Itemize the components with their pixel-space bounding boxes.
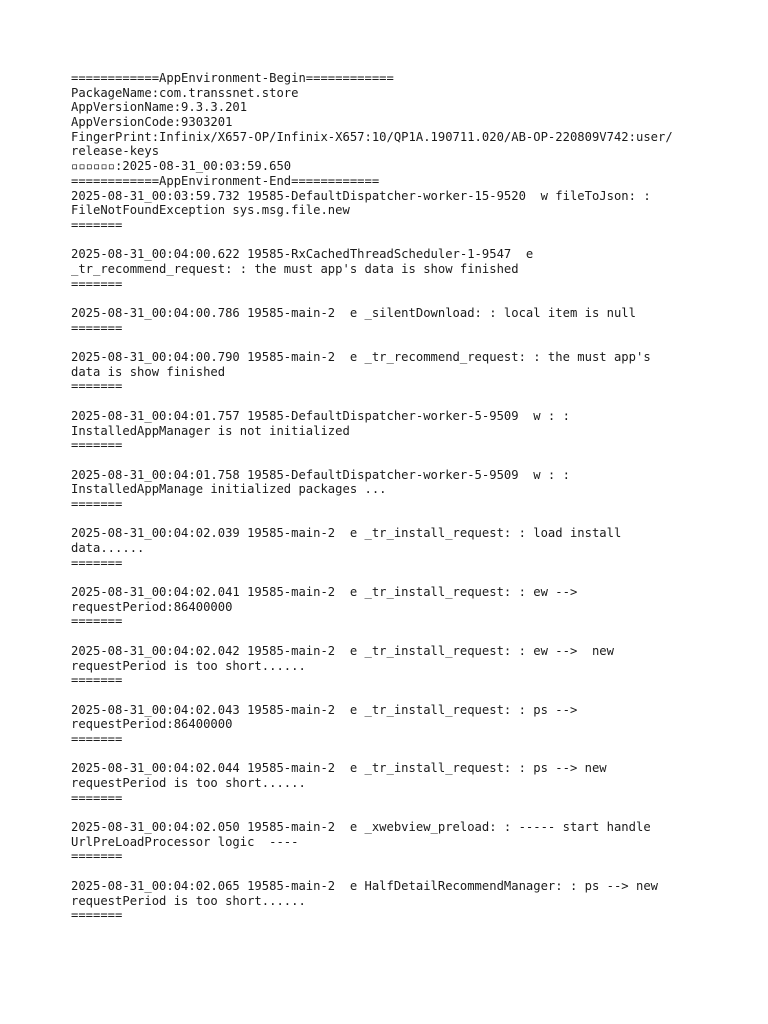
log-entry-line: 2025-08-31_00:04:02.042 19585-main-2 e _tr_install_request: : ew --> new [71, 643, 614, 658]
log-entries [71, 189, 731, 923]
entry-separator: ======= [71, 379, 123, 394]
log-entry-line-cont: UrlPreLoadProcessor logic ---- [71, 834, 299, 849]
log-entry-line-cont: InstalledAppManager is not initialized [71, 423, 350, 438]
log-entry [71, 291, 731, 335]
log-entry-line-cont: requestPeriod:86400000 [71, 717, 233, 732]
blank-line [71, 864, 731, 879]
entry-separator: ======= [71, 438, 123, 453]
log-entry-line-cont: _tr_recommend_request: : the must app's data is show finished [71, 261, 519, 276]
log-entry [71, 394, 731, 453]
log-entry-line-cont: requestPeriod is too short...... [71, 776, 306, 790]
log-entry-line: 2025-08-31_00:04:00.790 19585-main-2 e _tr_recommend_request: : the must app's [71, 350, 651, 365]
log-entry-line-cont: requestPeriod:86400000 [71, 599, 233, 614]
log-entry-line: 2025-08-31_00:04:00.786 19585-main-2 e _silentDownload: : local item is null [71, 306, 636, 320]
entry-separator: ======= [71, 731, 123, 746]
log-entry-line: 2025-08-31_00:04:00.622 19585-RxCachedThreadScheduler-1-9547 e [71, 247, 534, 262]
log-entry [71, 512, 731, 571]
entry-separator: ======= [71, 849, 123, 864]
log-entry [71, 688, 731, 747]
blank-line [71, 747, 731, 762]
blank-line [71, 453, 731, 468]
log-entry-line: 2025-08-31_00:03:59.732 19585-DefaultDispatcher-worker-15-9520 w fileToJson: : [71, 188, 651, 203]
fingerprint-line-cont: release-keys [71, 144, 160, 159]
log-entry-line-cont: data...... [71, 541, 145, 555]
log-entry-line: 2025-08-31_00:04:01.757 19585-DefaultDispatcher-worker-5-9509 w : : [71, 408, 570, 423]
entry-separator: ======= [71, 555, 123, 570]
blank-line [71, 688, 731, 703]
log-entry-line-cont: requestPeriod is too short...... [71, 893, 306, 908]
entry-separator: ======= [71, 496, 123, 511]
version-name-line: AppVersionName:9.3.3.201 [71, 100, 248, 115]
env-begin-line: ============AppEnvironment-Begin============ [71, 71, 394, 85]
blank-line [71, 291, 731, 306]
entry-separator: ======= [71, 320, 123, 335]
time-line: ▫▫▫▫▫▫:2025-08-31_00:03:59.650 [71, 159, 292, 174]
log-entry [71, 233, 731, 292]
blank-line [71, 335, 731, 350]
blank-line [71, 570, 731, 585]
blank-line [71, 512, 731, 527]
log-entry [71, 747, 731, 806]
blank-line [71, 805, 731, 820]
blank-line [71, 394, 731, 409]
log-entry [71, 570, 731, 629]
log-entry-line-cont: FileNotFoundException sys.msg.file.new [71, 203, 350, 218]
log-entry-line: 2025-08-31_00:04:02.065 19585-main-2 e HalfDetailRecommendManager: : ps --> new [71, 878, 658, 893]
blank-line [71, 233, 731, 248]
entry-separator: ======= [71, 614, 123, 629]
log-entry [71, 805, 731, 864]
log-entry-line-cont: data is show finished [71, 364, 226, 379]
log-entry-line: 2025-08-31_00:04:01.758 19585-DefaultDispatcher-worker-5-9509 w : : [71, 467, 570, 482]
log-entry-line: 2025-08-31_00:04:02.041 19585-main-2 e _tr_install_request: : ew --> [71, 585, 578, 600]
log-entry [71, 189, 731, 233]
log-entry-line: 2025-08-31_00:04:02.043 19585-main-2 e _tr_install_request: : ps --> [71, 702, 578, 717]
log-entry-line-cont: InstalledAppManage initialized packages ... [71, 482, 387, 497]
log-entry [71, 335, 731, 394]
app-environment-header [71, 71, 731, 189]
log-entry [71, 864, 731, 923]
version-code-line: AppVersionCode:9303201 [71, 115, 233, 130]
log-entry-line: 2025-08-31_00:04:02.050 19585-main-2 e _xwebview_preload: : ----- start handle [71, 820, 651, 835]
log-document [71, 71, 731, 923]
env-end-line: ============AppEnvironment-End============ [71, 173, 380, 188]
log-entry-line: 2025-08-31_00:04:02.044 19585-main-2 e _tr_install_request: : ps --> new [71, 761, 607, 776]
log-entry [71, 629, 731, 688]
entry-separator: ======= [71, 276, 123, 291]
log-entry-line-cont: requestPeriod is too short...... [71, 658, 306, 673]
entry-separator: ======= [71, 790, 123, 805]
blank-line [71, 629, 731, 644]
entry-separator: ======= [71, 908, 123, 923]
entry-separator: ======= [71, 673, 123, 688]
entry-separator: ======= [71, 217, 123, 232]
fingerprint-line: FingerPrint:Infinix/X657-OP/Infinix-X657:10/QP1A.190711.020/AB-OP-220809V742:user/ [71, 129, 673, 144]
package-name-line: PackageName:com.transsnet.store [71, 85, 299, 100]
log-entry [71, 453, 731, 512]
log-entry-line: 2025-08-31_00:04:02.039 19585-main-2 e _tr_install_request: : load install [71, 526, 622, 541]
